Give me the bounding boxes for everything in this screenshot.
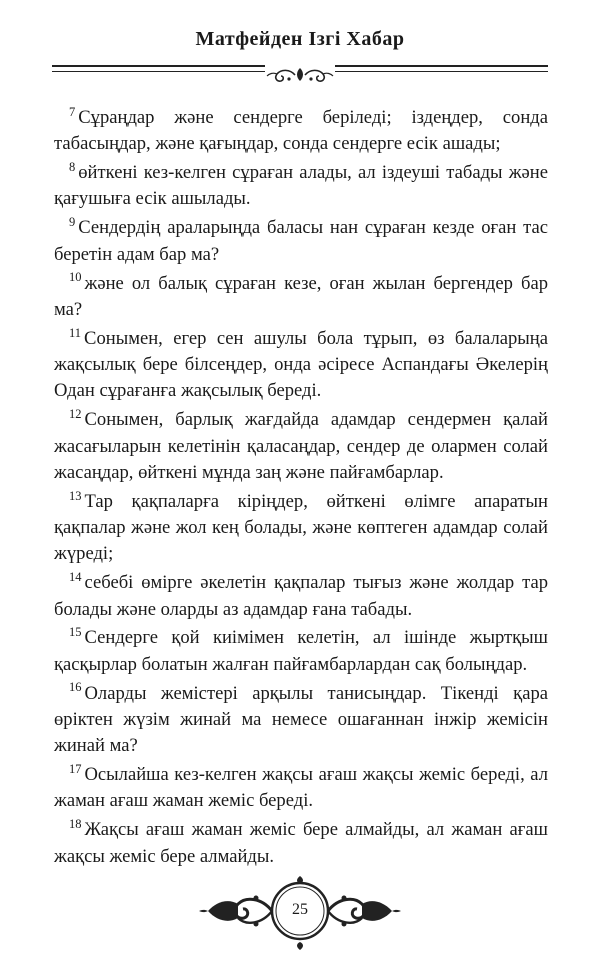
verse <box>54 271 548 324</box>
verse <box>54 570 548 623</box>
verse-text: себебі өмірге әкелетін қақпалар тығыз және жолдар тар болады және оларды аз адамдар ғана табады. <box>54 572 548 620</box>
verse-number: 15 <box>69 625 82 640</box>
verse-number: 18 <box>69 817 82 832</box>
verse <box>54 326 548 405</box>
verse <box>54 160 548 213</box>
verse <box>54 681 548 760</box>
verse <box>54 625 548 678</box>
verse <box>54 215 548 268</box>
verse-text: Сонымен, егер сен ашулы бола тұрып, өз балаларыңа жақсылық бере білсеңдер, онда әсіресе Аспандағы Әкелерің Одан сұрағанға жақсылық береді. <box>54 327 548 402</box>
verse-text: Сонымен, барлық жағдайда адамдар сендермен қалай жасағыларын келетінін қаласаңдар, сендер де олармен солай жасаңдар, өйткені мұнда заң және пайғамбарлар. <box>54 409 548 483</box>
verse-number: 8 <box>69 160 76 174</box>
verse <box>54 407 548 486</box>
verse-number: 13 <box>69 488 82 503</box>
verse-text: Сұраңдар және сендерге беріледі; іздеңдер, сонда табасыңдар, және қағыңдар, сонда сендерге есік ашады; <box>54 107 548 155</box>
verse-text: және ол балық сұраған кезе, оған жылан бергендер бар ма? <box>54 272 548 320</box>
verse <box>54 105 548 158</box>
verse-number: 14 <box>69 570 82 585</box>
verse-text: өйткені кез-келген сұраған алады, ал іздеуші табады және қағушыға есік ашылады. <box>54 162 548 210</box>
verse <box>54 489 548 568</box>
header-ornament-icon <box>265 64 335 86</box>
verse <box>54 762 548 815</box>
running-header: Матфейден Ізгі Хабар <box>195 28 405 50</box>
verse <box>54 817 548 870</box>
verse-number: 10 <box>69 270 82 285</box>
verse-number: 9 <box>69 215 76 230</box>
verse-text: Сендердің араларыңда баласы нан сұраған кезде оған тас беретін адам бар ма? <box>54 217 548 265</box>
verse-number: 11 <box>69 325 82 340</box>
verse-number: 7 <box>69 104 76 119</box>
verse-number: 16 <box>69 680 82 695</box>
verse-number: 12 <box>69 407 82 422</box>
verse-number: 17 <box>69 761 82 776</box>
page-number: 25 <box>292 901 308 918</box>
verse-text: Осылайша кез-келген жақсы ағаш жақсы жеміс береді, ал жаман ағаш жаман жеміс береді. <box>54 764 548 812</box>
verse-text: Жақсы ағаш жаман жеміс бере алмайды, ал жаман ағаш жақсы жеміс бере алмайды. <box>54 819 548 867</box>
scripture-text <box>54 105 548 872</box>
verse-text: Сендерге қой киімімен келетін, ал ішінде жыртқыш қасқырлар болатын жалған пайғамбарлардан сақ болыңдар. <box>54 627 548 675</box>
verse-text: Тар қақпаларға кіріңдер, өйткені өлімге апаратын қақпалар және жол кең болады, және көптеген адамдар солай жүреді; <box>54 490 548 565</box>
verse-text: Оларды жемістері арқылы танисыңдар. Тікенді қара өріктен жүзім жинай ма немесе ошағаннан інжір жемісін жинай ма? <box>54 682 548 757</box>
